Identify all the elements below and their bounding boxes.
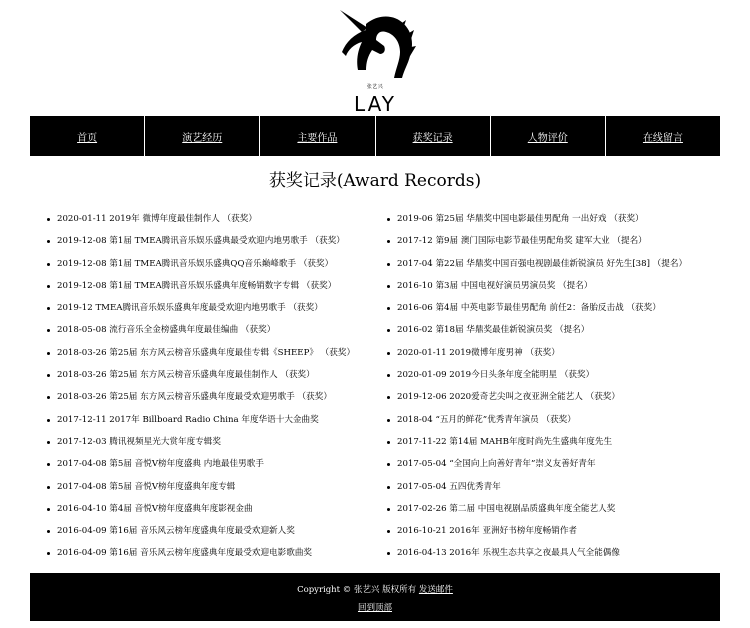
list-item: 2016-10 第3届 中国电视好演员男演员奖 （提名）	[385, 275, 725, 297]
back-to-top-link[interactable]: 回到顶部	[357, 603, 392, 613]
list-item: 2019-12-06 2020爱奇艺尖叫之夜亚洲全能艺人 （获奖）	[385, 386, 725, 408]
list-item: 2018-04 “五月的鲜花”优秀青年演员 （获奖）	[385, 409, 725, 431]
list-item: 2016-02 第18届 华鼎奖最佳新锐演员奖 （提名）	[385, 319, 725, 341]
list-item: 2017-12-11 2017年 Billboard Radio China 年度华语十大金曲奖	[45, 409, 375, 431]
list-item: 2017-05-04 “全国向上向善好青年”崇义友善好青年	[385, 453, 725, 475]
list-item: 2016-06 第4届 中英电影节最佳男配角 前任2：备胎反击战 （获奖）	[385, 297, 725, 319]
nav-works[interactable]: 主要作品	[260, 116, 375, 156]
list-item: 2017-04 第22届 华鼎奖中国百强电视剧最佳新锐演员 好先生[38] （提名）	[385, 253, 725, 275]
nav-career[interactable]: 演艺经历	[145, 116, 260, 156]
logo	[325, 6, 425, 116]
nav-home[interactable]: 首页	[30, 116, 145, 156]
list-item: 2017-02-26 第二届 中国电视剧品质盛典年度全能艺人奖	[385, 498, 725, 520]
nav-reviews[interactable]: 人物评价	[491, 116, 606, 156]
list-item: 2017-04-08 第5届 音悦V榜年度盛典年度专辑	[45, 476, 375, 498]
list-item: 2016-10-21 2016年 亚洲好书榜年度畅销作者	[385, 520, 725, 542]
list-item: 2017-12-03 腾讯视频星光大赏年度专辑奖	[45, 431, 375, 453]
main-nav	[30, 116, 720, 156]
footer	[30, 573, 720, 621]
copyright-text: Copyright © 张艺兴 版权所有	[297, 585, 417, 595]
list-item: 2018-03-26 第25届 东方风云榜音乐盛典年度最佳专辑《SHEEP》 （获奖）	[45, 342, 375, 364]
award-list-right	[385, 208, 725, 565]
unicorn-logo-icon	[332, 6, 418, 82]
logo-word: LAY	[354, 92, 396, 116]
list-item: 2019-12 TMEA腾讯音乐娱乐盛典年度最受欢迎内地男歌手 （获奖）	[45, 297, 375, 319]
list-item: 2019-12-08 第1届 TMEA腾讯音乐娱乐盛典年度畅销数字专辑 （获奖）	[45, 275, 375, 297]
list-item: 2018-05-08 流行音乐全金榜盛典年度最佳编曲 （获奖）	[45, 319, 375, 341]
list-item: 2016-04-09 第16届 音乐风云榜年度盛典年度最受欢迎新人奖	[45, 520, 375, 542]
list-item: 2017-05-04 五四优秀青年	[385, 476, 725, 498]
list-item: 2019-12-08 第1届 TMEA腾讯音乐娱乐盛典QQ音乐巅峰歌手 （获奖）	[45, 253, 375, 275]
nav-guestbook[interactable]: 在线留言	[642, 132, 683, 144]
list-item: 2019-12-08 第1届 TMEA腾讯音乐娱乐盛典最受欢迎内地男歌手 （获奖）	[45, 230, 375, 252]
list-item: 2017-04-08 第5届 音悦V榜年度盛典 内地最佳男歌手	[45, 453, 375, 475]
list-item: 2016-04-13 2016年 乐视生态共享之夜最具人气全能偶像	[385, 542, 725, 564]
list-item: 2020-01-09 2019今日头条年度全能明星 （获奖）	[385, 364, 725, 386]
list-item: 2018-03-26 第25届 东方风云榜音乐盛典年度最受欢迎男歌手 （获奖）	[45, 386, 375, 408]
send-email-link[interactable]: 发送邮件	[418, 585, 453, 595]
list-item: 2016-04-10 第4届 音悦V榜年度盛典年度影视金曲	[45, 498, 375, 520]
list-item: 2017-12 第9届 澳门国际电影节最佳男配角奖 建军大业 （提名）	[385, 230, 725, 252]
list-item: 2017-11-22 第14届 MAHB年度时尚先生盛典年度先生	[385, 431, 725, 453]
logo-small-text: 张艺兴	[366, 84, 384, 90]
page-title: 获奖记录(Award Records)	[268, 171, 482, 191]
list-item: 2020-01-11 2019年 微博年度最佳制作人 （获奖）	[45, 208, 375, 230]
list-item: 2018-03-26 第25届 东方风云榜音乐盛典年度最佳制作人 （获奖）	[45, 364, 375, 386]
footer-copyright-line	[30, 583, 720, 595]
list-item: 2016-04-09 第16届 音乐风云榜年度盛典年度最受欢迎电影歌曲奖	[45, 542, 375, 564]
award-list-left	[45, 208, 375, 565]
list-item: 2019-06 第25届 华鼎奖中国电影最佳男配角 一出好戏 （获奖）	[385, 208, 725, 230]
footer-back-line	[30, 601, 720, 613]
nav-awards[interactable]: 获奖记录	[376, 116, 491, 156]
list-item: 2020-01-11 2019微博年度男神 （获奖）	[385, 342, 725, 364]
